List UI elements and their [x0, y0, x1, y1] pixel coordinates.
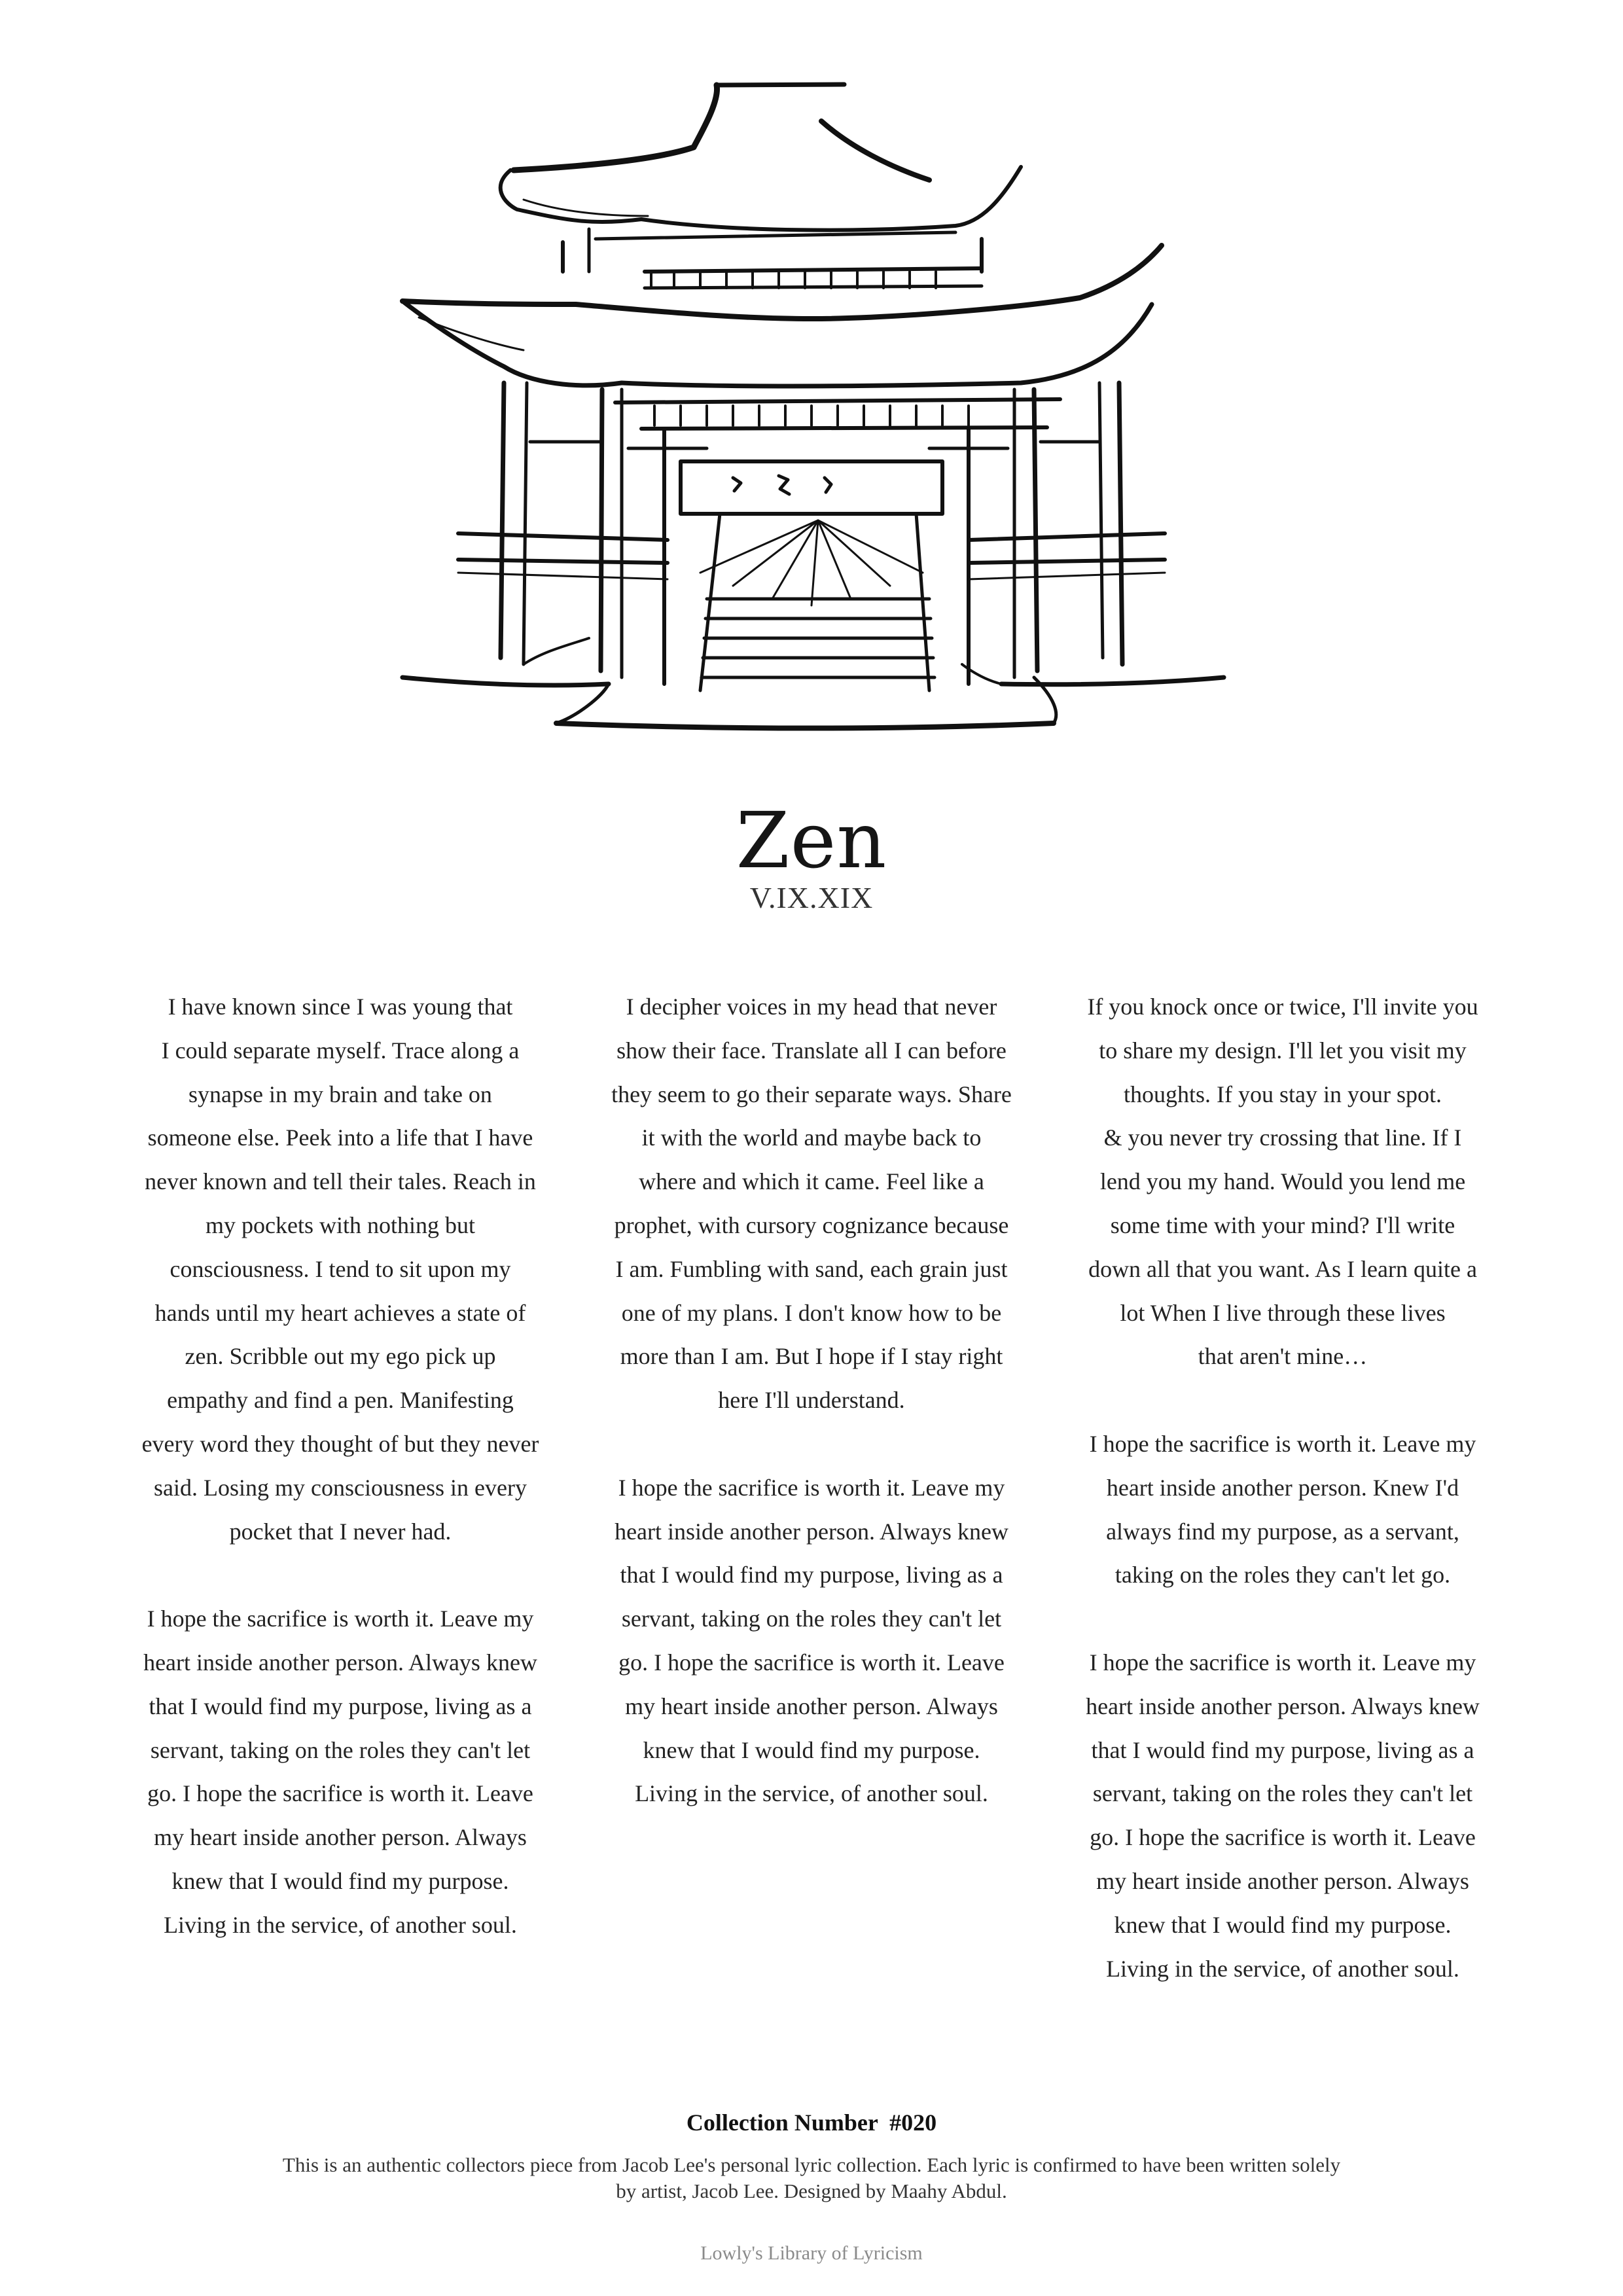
lyric-line: one of my plans. I don't know how to be — [621, 1299, 1002, 1326]
lyric-line: I could separate myself. Trace along a — [161, 1037, 520, 1064]
lyric-line: someone else. Peek into a life that I have — [147, 1124, 533, 1151]
lyric-line: Living in the service, of another soul. — [635, 1780, 988, 1807]
lyric-line: my heart inside another person. Always — [1096, 1867, 1469, 1894]
lyric-line: prophet, with cursory cognizance because — [614, 1211, 1009, 1238]
lyric-line: servant, taking on the roles they can't let — [150, 1736, 531, 1763]
description-line: by artist, Jacob Lee. Designed by Maahy Abdul. — [616, 2179, 1007, 2202]
lyrics-column-3 — [1073, 985, 1492, 1990]
library-name: Lowly's Library of Lyricism — [700, 2242, 923, 2264]
lyrics-column-2 — [602, 985, 1021, 1816]
lyric-line: thoughts. If you stay in your spot. — [1124, 1081, 1442, 1107]
stanza-gap — [602, 1422, 1021, 1466]
stanza-gap — [1073, 1597, 1492, 1641]
lyric-line: go. I hope the sacrifice is worth it. Leave — [618, 1649, 1005, 1676]
lyric-line: that aren't mine… — [1198, 1343, 1368, 1370]
lyric-line: go. I hope the sacrifice is worth it. Leave — [147, 1780, 533, 1807]
lyric-line: consciousness. I tend to sit upon my — [169, 1255, 511, 1282]
lyric-line: & you never try crossing that line. If I — [1103, 1124, 1462, 1151]
lyric-line: heart inside another person. Always knew — [143, 1649, 537, 1676]
lyric-line: empathy and find a pen. Manifesting — [167, 1387, 514, 1414]
description-line: This is an authentic collectors piece from Jacob Lee's personal lyric collection. Each lyric is confirmed to have been written solely — [282, 2153, 1341, 2176]
lyric-line: heart inside another person. Knew I'd — [1106, 1474, 1459, 1501]
lyric-line: servant, taking on the roles they can't let — [1092, 1780, 1473, 1807]
lyric-line: to share my design. I'll let you visit my — [1099, 1037, 1467, 1064]
lyric-line: If you knock once or twice, I'll invite you — [1087, 994, 1478, 1020]
lyric-line: I am. Fumbling with sand, each grain just — [615, 1255, 1008, 1282]
lyric-line: more than I am. But I hope if I stay right — [620, 1343, 1003, 1370]
lyrics-column-1 — [131, 985, 550, 1947]
collection-number: Collection Number #020 — [686, 2109, 937, 2136]
lyric-line: I hope the sacrifice is worth it. Leave my — [1089, 1430, 1476, 1457]
lyric-line: down all that you want. As I learn quite a — [1088, 1255, 1477, 1282]
stanza-gap — [1073, 1378, 1492, 1422]
lyric-line: my pockets with nothing but — [205, 1211, 475, 1238]
date: V.IX.XIX — [749, 881, 874, 914]
lyric-line: my heart inside another person. Always — [154, 1824, 527, 1851]
lyric-line: it with the world and maybe back to — [641, 1124, 982, 1151]
lyric-line: that I would find my purpose, living as a — [620, 1562, 1003, 1588]
lyric-line: knew that I would find my purpose. — [643, 1736, 980, 1763]
stanza-gap — [131, 1553, 550, 1597]
collection-description — [223, 2152, 1400, 2204]
lyric-line: I have known since I was young that — [168, 994, 513, 1020]
lyric-line: they seem to go their separate ways. Share — [611, 1081, 1012, 1107]
lyric-line: every word they thought of but they never — [141, 1430, 539, 1457]
lyric-line: knew that I would find my purpose. — [1114, 1911, 1452, 1938]
lyric-line: always find my purpose, as a servant, — [1106, 1518, 1459, 1545]
temple-illustration — [393, 75, 1230, 743]
lyric-line: that I would find my purpose, living as a — [149, 1693, 532, 1719]
lyric-line: I hope the sacrifice is worth it. Leave my — [618, 1474, 1005, 1501]
lyric-line: heart inside another person. Always knew — [615, 1518, 1008, 1545]
lyric-line: some time with your mind? I'll write — [1110, 1211, 1455, 1238]
lyric-line: lot When I live through these lives — [1120, 1299, 1446, 1326]
lyric-line: lend you my hand. Would you lend me — [1099, 1168, 1466, 1195]
lyric-line: where and which it came. Feel like a — [639, 1168, 984, 1195]
lyric-line: pocket that I never had. — [229, 1518, 452, 1545]
lyric-line: I hope the sacrifice is worth it. Leave my — [147, 1605, 534, 1632]
page-title: Zen — [736, 795, 887, 886]
lyric-line: zen. Scribble out my ego pick up — [185, 1343, 496, 1370]
lyric-line: never known and tell their tales. Reach in — [145, 1168, 536, 1195]
lyric-line: that I would find my purpose, living as a — [1091, 1736, 1474, 1763]
lyric-line: hands until my heart achieves a state of — [154, 1299, 526, 1326]
lyric-line: I hope the sacrifice is worth it. Leave my — [1089, 1649, 1476, 1676]
lyric-line: my heart inside another person. Always — [625, 1693, 998, 1719]
lyric-line: heart inside another person. Always knew — [1086, 1693, 1480, 1719]
lyric-line: taking on the roles they can't let go. — [1115, 1562, 1451, 1588]
lyric-line: synapse in my brain and take on — [188, 1081, 492, 1107]
lyric-line: show their face. Translate all I can before — [616, 1037, 1007, 1064]
lyric-line: Living in the service, of another soul. — [1106, 1955, 1459, 1982]
lyric-line: go. I hope the sacrifice is worth it. Leave — [1090, 1824, 1476, 1851]
lyric-line: here I'll understand. — [718, 1387, 905, 1414]
lyric-line: I decipher voices in my head that never — [626, 994, 997, 1020]
lyric-line: servant, taking on the roles they can't let — [621, 1605, 1002, 1632]
lyric-line: said. Losing my consciousness in every — [154, 1474, 527, 1501]
lyric-line: knew that I would find my purpose. — [171, 1867, 509, 1894]
lyric-line: Living in the service, of another soul. — [164, 1911, 517, 1938]
